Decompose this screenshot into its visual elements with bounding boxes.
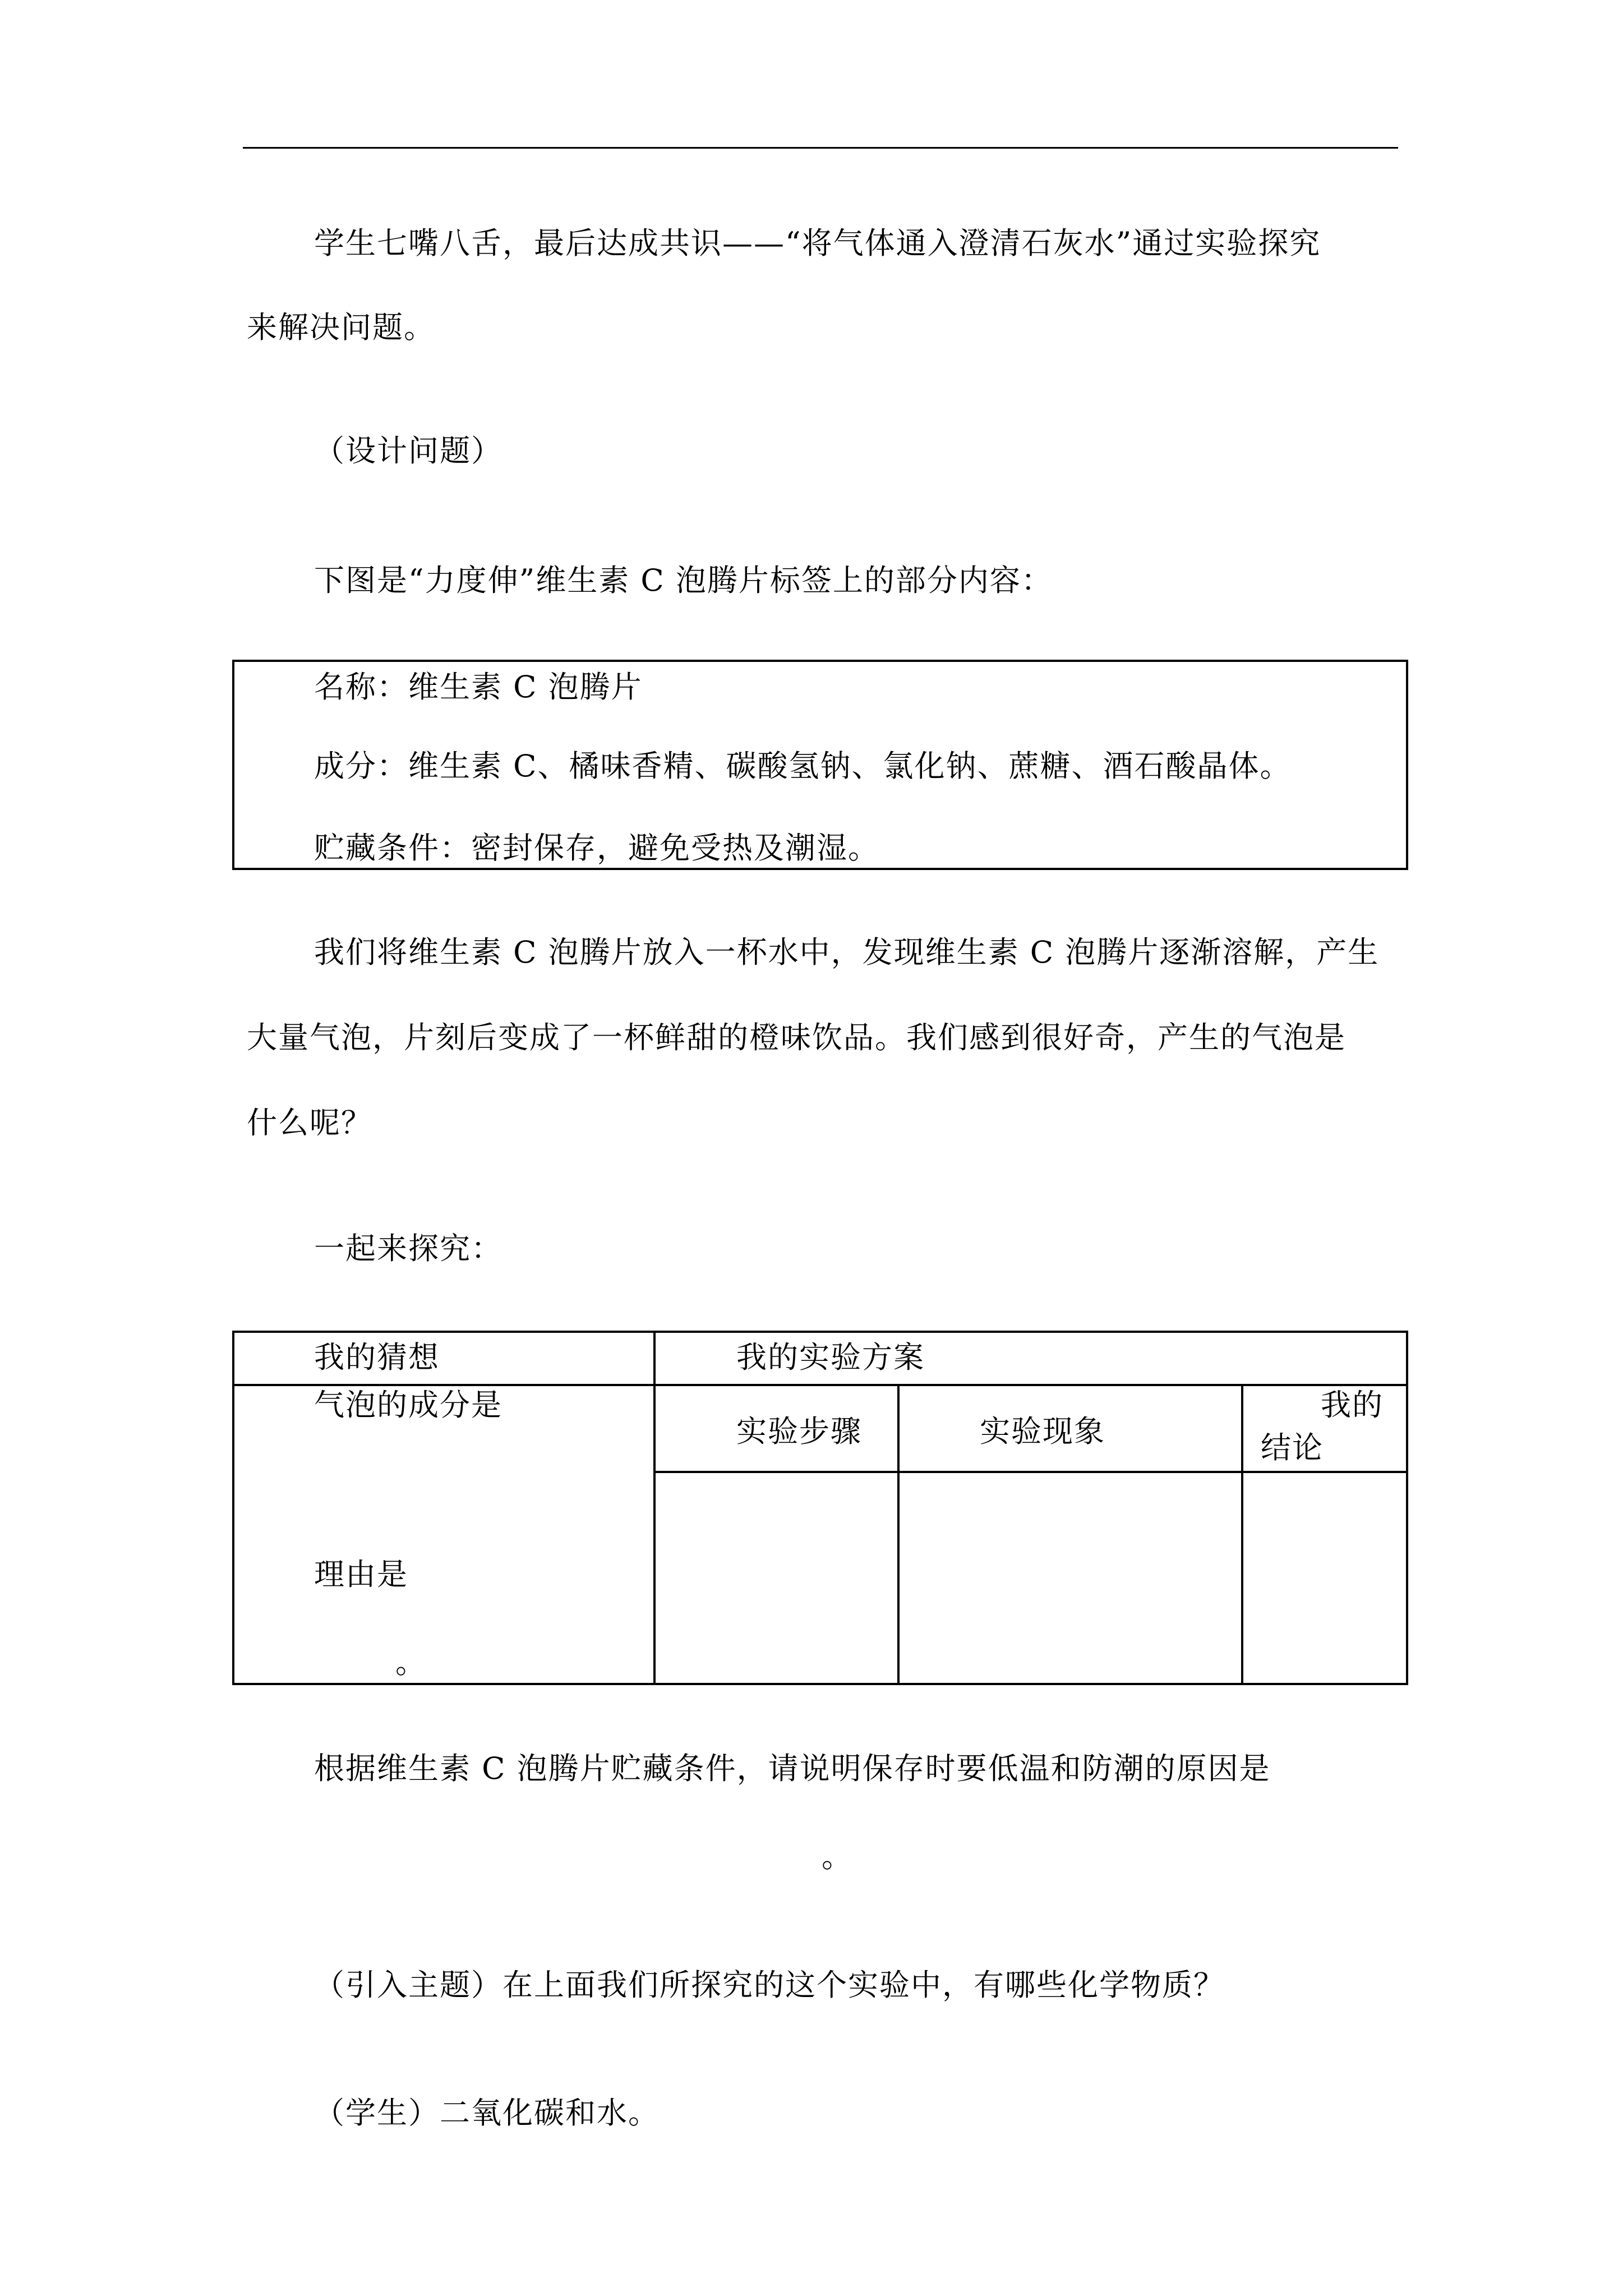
paragraph-storage-reason-line1: 根据维生素 C 泡腾片贮藏条件，请说明保存时要低温和防潮的原因是 <box>314 1751 1271 1786</box>
table-subheader-divider <box>653 1471 1408 1473</box>
label-name: 名称：维生素 C 泡腾片 <box>314 669 643 705</box>
label-storage: 贮藏条件：密封保存，避免受热及潮湿。 <box>314 830 879 866</box>
column-experiment-steps: 实验步骤 <box>736 1414 862 1449</box>
reason-period: 。 <box>395 1645 427 1680</box>
paragraph-introduce-topic: （引入主题）在上面我们所探究的这个实验中，有哪些化学物质？ <box>314 1967 1225 2003</box>
paragraph-student-answer: （学生）二氧化碳和水。 <box>314 2095 660 2131</box>
paragraph-experiment-line3: 什么呢？ <box>247 1105 372 1140</box>
reason-label: 理由是 <box>314 1557 408 1592</box>
paragraph-consensus-line2: 来解决问题。 <box>247 310 435 345</box>
paragraph-explore-together: 一起来探究： <box>314 1231 502 1266</box>
header-experiment-plan: 我的实验方案 <box>736 1340 925 1375</box>
table-divider-phenomenon <box>1241 1384 1243 1685</box>
paragraph-experiment-line1: 我们将维生素 C 泡腾片放入一杯水中，发现维生素 C 泡腾片逐渐溶解，产生 <box>314 935 1380 970</box>
paragraph-consensus-line1: 学生七嘴八舌，最后达成共识——“将气体通入澄清石灰水”通过实验探究 <box>314 226 1321 261</box>
column-conclusion-line2: 结论 <box>1261 1430 1324 1465</box>
paragraph-storage-reason-line2: 。 <box>822 1839 853 1874</box>
column-conclusion-line1: 我的 <box>1321 1387 1384 1423</box>
label-ingredients: 成分：维生素 C、橘味香精、碳酸氢钠、氯化钠、蔗糖、酒石酸晶体。 <box>314 748 1292 784</box>
header-my-guess: 我的猜想 <box>314 1340 440 1375</box>
table-divider-guess <box>653 1331 656 1685</box>
table-header-divider <box>232 1384 1408 1386</box>
paragraph-experiment-line2: 大量气泡，片刻后变成了一杯鲜甜的橙味饮品。我们感到很好奇，产生的气泡是 <box>247 1020 1346 1055</box>
header-rule <box>243 147 1398 149</box>
paragraph-label-intro: 下图是“力度伸”维生素 C 泡腾片标签上的部分内容： <box>314 563 1053 598</box>
table-divider-steps <box>897 1384 900 1685</box>
guess-bubble-composition: 气泡的成分是 <box>314 1387 502 1423</box>
paragraph-design-question: （设计问题） <box>314 433 502 468</box>
column-experiment-phenomenon: 实验现象 <box>980 1414 1105 1449</box>
